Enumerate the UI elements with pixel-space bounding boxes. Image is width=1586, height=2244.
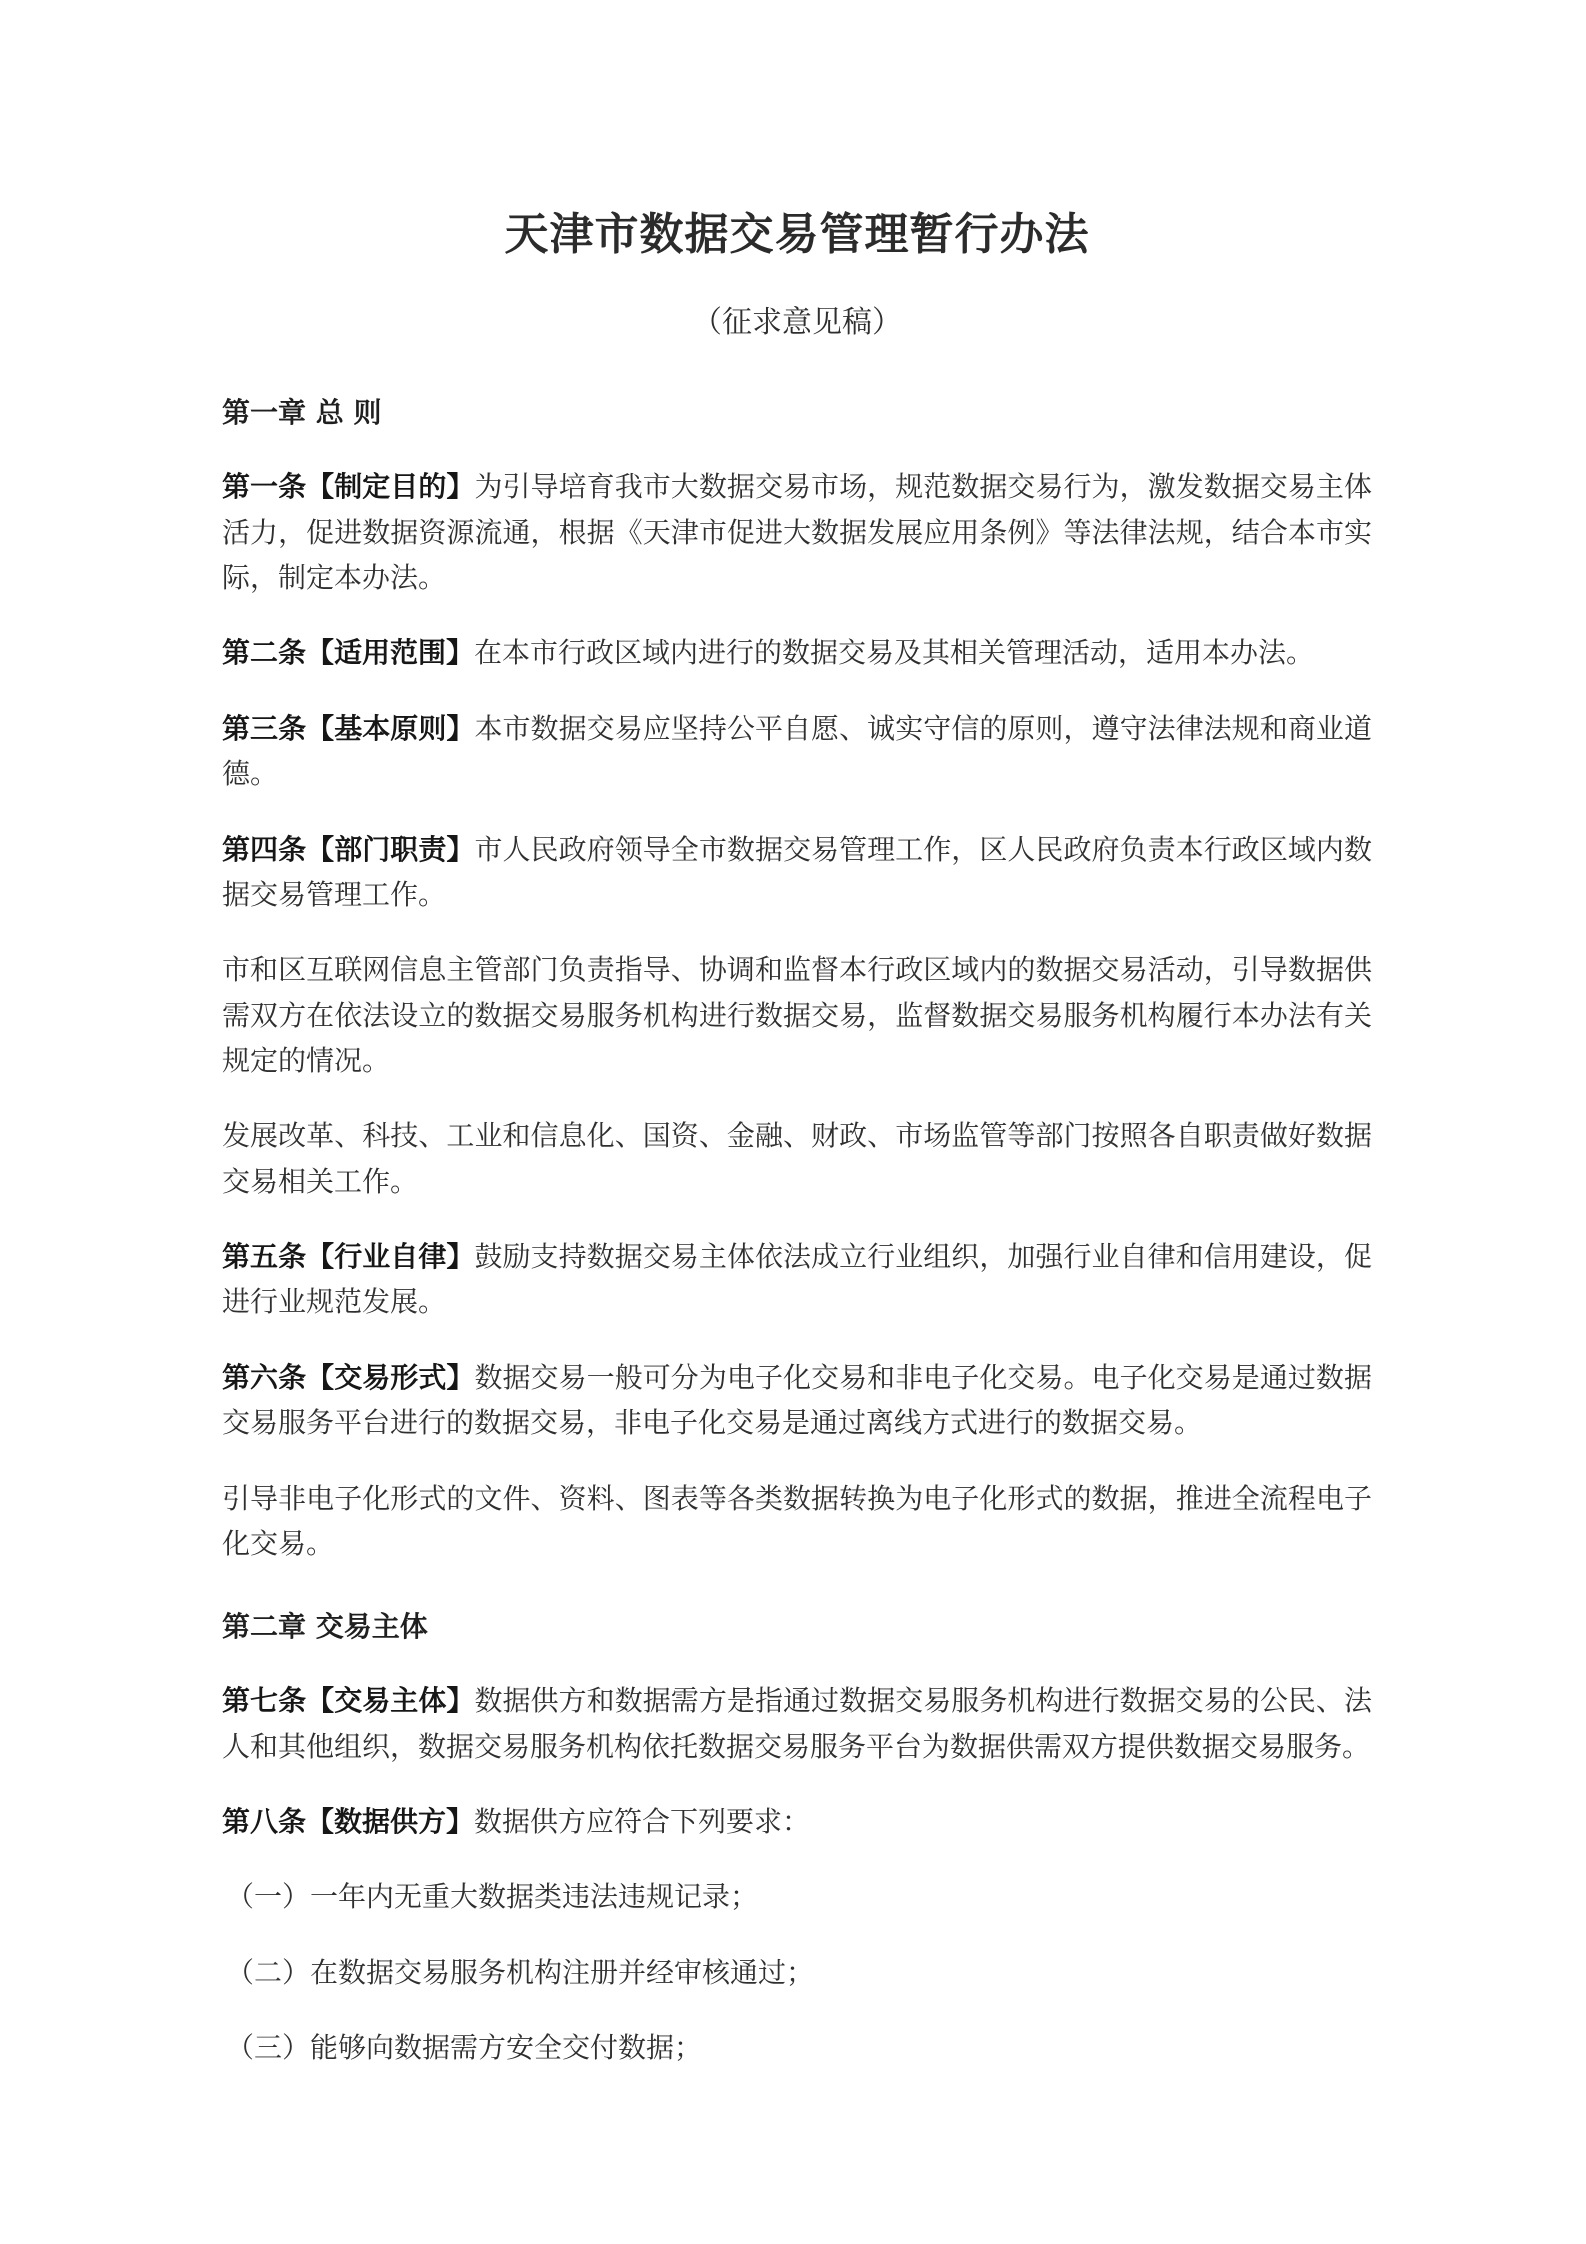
article-8-text: 数据供方应符合下列要求：: [474, 1804, 811, 1838]
article-8: [222, 1799, 1372, 1844]
article-4-number: 第四条: [222, 832, 307, 866]
article-3: [222, 706, 1372, 797]
article-4: [222, 827, 1372, 918]
article-8-item-3: （三）能够向数据需方安全交付数据；: [226, 2031, 703, 2065]
article-8-tag: 【数据供方】: [306, 1804, 475, 1838]
article-7-number: 第七条: [222, 1684, 307, 1718]
chapter-heading-two: 第二章 交易主体: [222, 1610, 428, 1644]
article-2: [222, 630, 1372, 675]
article-8-item-1: （一）一年内无重大数据类违法违规记录；: [226, 1880, 759, 1914]
article-2-number: 第二条: [222, 636, 307, 670]
article-5-text: 鼓励支持数据交易主体依法成立行业组织，加强行业自律和信用建设，促进行业规范发展。: [222, 1240, 1372, 1319]
article-5: [222, 1234, 1372, 1325]
article-3-number: 第三条: [222, 711, 307, 745]
article-8-item-2: （二）在数据交易服务机构注册并经审核通过；: [226, 1955, 815, 1989]
article-1: [222, 464, 1372, 600]
article-7-tag: 【交易主体】: [306, 1684, 475, 1718]
article-6-tag: 【交易形式】: [306, 1360, 475, 1394]
article-6-number: 第六条: [222, 1360, 307, 1394]
article-7: [222, 1678, 1372, 1769]
article-1-number: 第一条: [222, 470, 307, 504]
document-subtitle: （征求意见稿）: [692, 305, 902, 341]
article-5-tag: 【行业自律】: [306, 1240, 475, 1274]
article-1-text: 为引导培育我市大数据交易市场，规范数据交易行为，激发数据交易主体活力，促进数据资源流通，根据《天津市促进大数据发展应用条例》等法律法规，结合本市实际，制定本办法。: [222, 470, 1372, 595]
article-5-number: 第五条: [222, 1240, 307, 1274]
article-6-text: 数据交易一般可分为电子化交易和非电子化交易。电子化交易是通过数据交易服务平台进行的数据交易，非电子化交易是通过离线方式进行的数据交易。: [222, 1360, 1372, 1440]
article-6-paragraph-2: 引导非电子化形式的文件、资料、图表等各类数据转换为电子化形式的数据，推进全流程电子化交易。: [222, 1481, 1372, 1560]
article-2-text: 在本市行政区域内进行的数据交易及其相关管理活动，适用本办法。: [474, 636, 1315, 670]
document-body: [222, 0, 1372, 2070]
article-3-tag: 【基本原则】: [306, 711, 475, 745]
article-4-text: 市人民政府领导全市数据交易管理工作，区人民政府负责本行政区域内数据交易管理工作。: [222, 832, 1372, 911]
article-8-number: 第八条: [222, 1804, 307, 1838]
page-title: 天津市数据交易管理暂行办法: [504, 209, 1090, 260]
article-1-tag: 【制定目的】: [306, 470, 475, 504]
chapter-heading-one: 第一章 总 则: [222, 396, 382, 430]
article-3-text: 本市数据交易应坚持公平自愿、诚实守信的原则，遵守法律法规和商业道德。: [222, 711, 1372, 791]
article-4-paragraph-2: 市和区互联网信息主管部门负责指导、协调和监督本行政区域内的数据交易活动，引导数据供需双方在依法设立的数据交易服务机构进行数据交易，监督数据交易服务机构履行本办法有关规定的情况。: [222, 953, 1372, 1077]
article-4-tag: 【部门职责】: [306, 832, 475, 866]
article-7-text: 数据供方和数据需方是指通过数据交易服务机构进行数据交易的公民、法人和其他组织，数据交易服务机构依托数据交易服务平台为数据供需双方提供数据交易服务。: [222, 1684, 1372, 1763]
article-6: [222, 1355, 1372, 1446]
article-2-tag: 【适用范围】: [306, 636, 475, 670]
article-4-paragraph-3: 发展改革、科技、工业和信息化、国资、金融、财政、市场监管等部门按照各自职责做好数据交易相关工作。: [222, 1119, 1372, 1198]
